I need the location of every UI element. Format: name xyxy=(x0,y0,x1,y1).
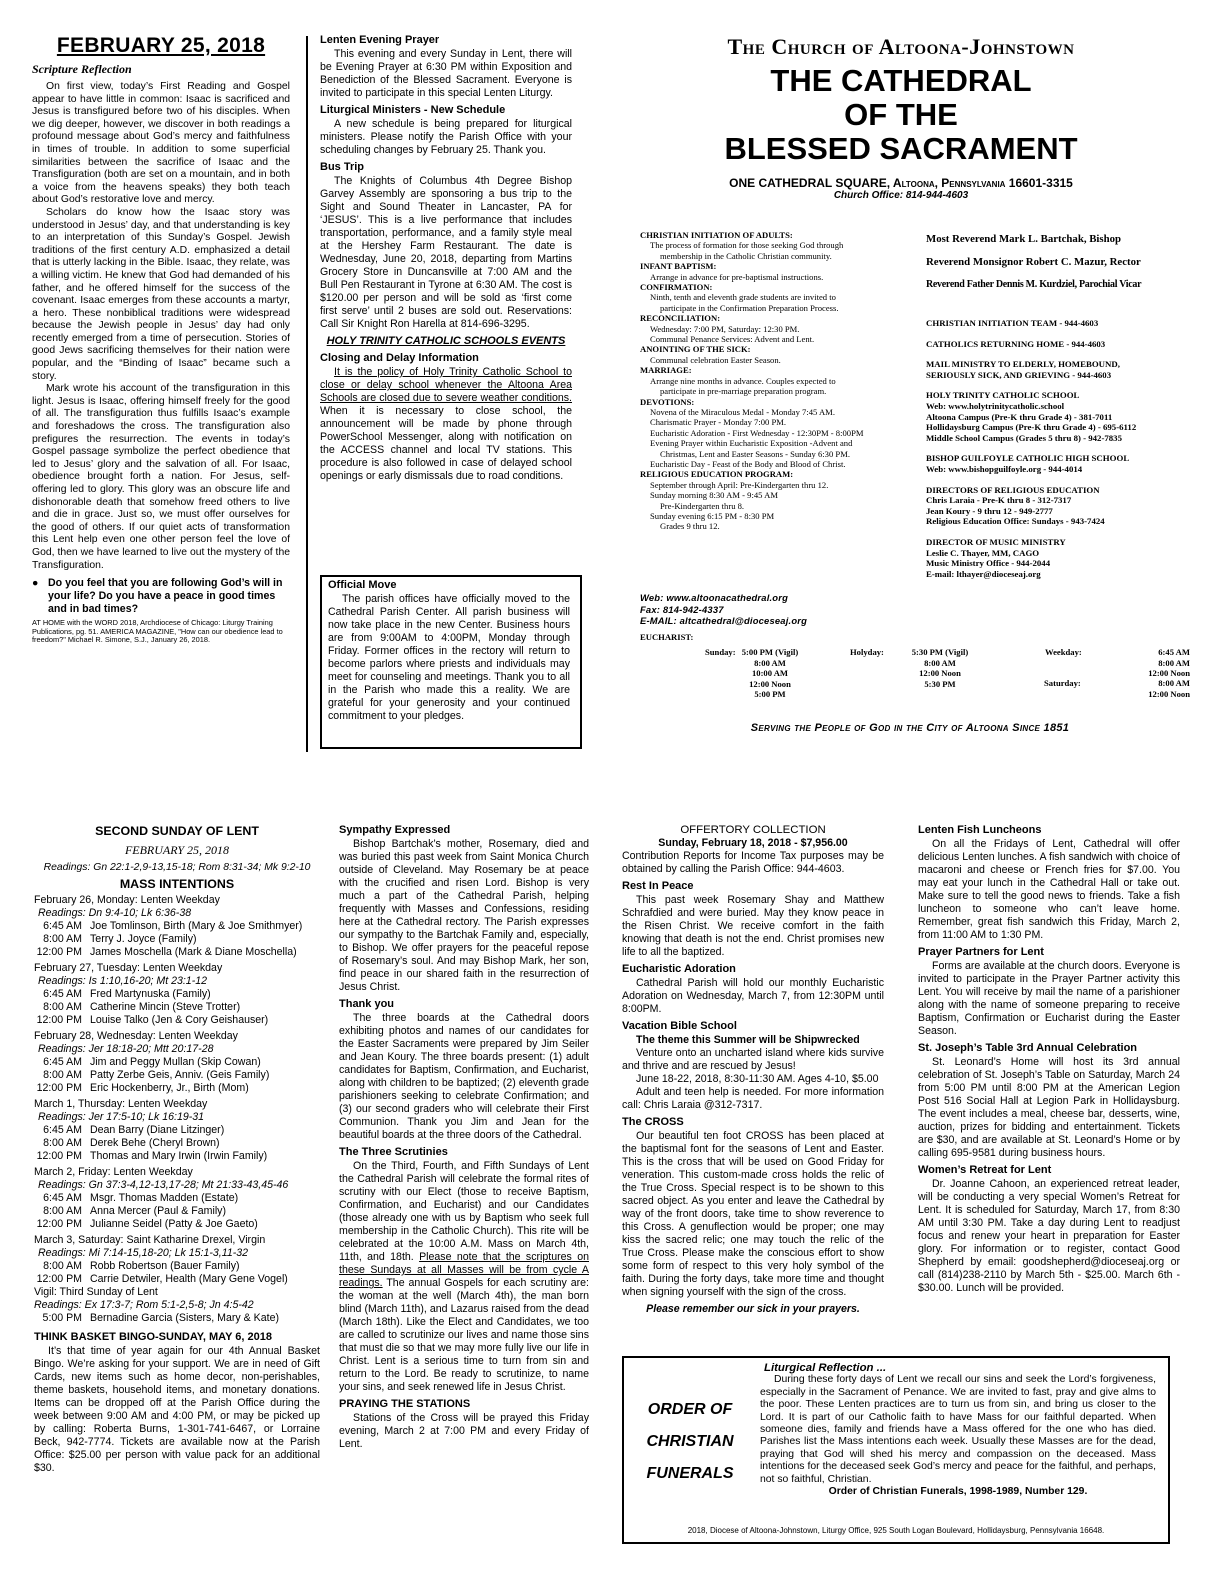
sacrament-heading: CHRISTIAN INITIATION OF ADULTS: xyxy=(640,230,793,240)
sacrament-detail: Ninth, tenth and eleventh grade students are invited to xyxy=(650,292,836,303)
fish-luncheon-text: On all the Fridays of Lent, Cathedral will offer delicious Lenten lunches. A fish sandwich with choice of macaroni and cheese or French fries for $7.00. You may eat your lunch in the Cathedral Hall or take out. Make sure to tell the good news to friends. Take a fish luncheon to someone who can’t leave home. Remember, great fish sandwich this Friday, March 2, from 11:00 AM to 1:30 PM. xyxy=(918,838,1180,941)
weekday-label: Weekday: xyxy=(1045,647,1082,658)
mass-intention: Julianne Seidel (Patty & Joe Gaeto) xyxy=(90,1218,258,1230)
mass-time: 6:45 AM xyxy=(43,988,82,1000)
mass-day xyxy=(34,1030,320,1095)
cross-title: The CROSS xyxy=(622,1116,684,1128)
contact-line: Altoona Campus (Pre-K thru Grade 4) - 381-7011 xyxy=(926,411,1113,422)
mass-time: 8:00 AM xyxy=(43,1260,82,1272)
contact-line: Web: www.holytrinitycatholic.school xyxy=(926,400,1065,411)
mass-time: 8:00 AM xyxy=(43,1137,82,1149)
sacrament-detail: Eucharistic Adoration - First Wednesday - 12:30PM - 8:00PM xyxy=(650,427,864,438)
contact-line: Middle School Campus (Grades 5 thru 8) - 942-7835 xyxy=(926,432,1122,443)
lenten-prayer-title: Lenten Evening Prayer xyxy=(320,34,440,46)
mass-line xyxy=(34,1124,320,1137)
mass-day-title: February 26, Monday: Lenten Weekday xyxy=(34,894,220,906)
parish-name-line1: THE CATHEDRAL xyxy=(770,63,1032,98)
thank-you-text: The three boards at the Cathedral doors exhibiting photos and names of our candidates for the Easter Sacraments were prepared by Jim Seiler and Jean Koury. The three boards present: (1) adult candidates for Baptism, Confirmation, and Eucharist, along with children to be baptized; (2) eleventh grade parishioners seeking to celebrate Confirmation; and (3) our second graders who will celebrate their First Communion. Thank you Jim and Jean for the beautiful boards at the three doors of the Cathedral. xyxy=(339,1012,589,1141)
sacrament-detail: Grades 9 thru 12. xyxy=(660,521,720,532)
scrutinies-note: Please note that the scriptures on these Sundays at all Masses will be from cycle A readings. xyxy=(339,1251,589,1289)
mass-day xyxy=(34,1234,320,1286)
mass-intention: Catherine Mincin (Steve Trotter) xyxy=(90,1001,241,1013)
mass-intention: Bernadine Garcia (Sisters, Mary & Kate) xyxy=(90,1312,279,1324)
mass-day-title: March 3, Saturday: Saint Katharine Drexel, Virgin xyxy=(34,1234,266,1246)
mass-line xyxy=(34,1205,320,1218)
contact-line: Jean Koury - 9 thru 12 - 949-2777 xyxy=(926,505,1053,516)
bulletin-date: FEBRUARY 25, 2018 xyxy=(56,34,266,57)
contact-group xyxy=(926,485,1196,527)
mass-intention: Msgr. Thomas Madden (Estate) xyxy=(90,1192,239,1204)
weekday-mass: 8:00 AM xyxy=(1158,657,1190,668)
official-move-text: The parish offices have officially moved to the Cathedral Parish Center. All parish business will now take place in the new Center. Business hours are from 9:00AM to 4:00PM, Monday through Friday. Former offices in the rectory will return to become parlors where priests and individuals may meet for counseling and meetings. Thank you to all in the Parish who made this a reality. We are grateful for your generosity and your continued commitment to your pledges. xyxy=(328,593,570,722)
column-divider xyxy=(306,36,308,752)
bingo-text: It’s that time of year again for our 4th Annual Basket Bingo. We’re asking for your support. We are in need of Gift Cards, new items such as home decor, non-perishables, theme baskets, household items, and monetary donations. Items can be dropped off at the Parish Office during the week between 9:00 AM and 4:00 PM, or may be picked up by calling: Roberta Burns, 1-301-741-6467, or Lorraine Beck, 942-7774. Tickets are available now at the Parish Office: $25.00 per person with value pack for an additional $30. xyxy=(34,1345,320,1474)
sunday-mass: 5:00 PM xyxy=(754,689,786,700)
ministry-contacts xyxy=(926,318,1196,589)
st-joseph-title: St. Joseph’s Table 3rd Annual Celebration xyxy=(918,1042,1138,1054)
mass-intention: Thomas and Mary Irwin (Irwin Family) xyxy=(90,1150,268,1162)
vbs-theme: The theme this Summer will be Shipwrecked xyxy=(636,1034,860,1046)
contact-line: Hollidaysburg Campus (Pre-K thru Grade 4) - 695-6112 xyxy=(926,422,1137,433)
sacrament-detail: Novena of the Miraculous Medal - Monday 7:45 AM. xyxy=(650,406,835,417)
offertory-title: OFFERTORY COLLECTION xyxy=(680,824,826,836)
bus-trip-text: The Knights of Columbus 4th Degree Bishop Garvey Assembly are sponsoring a bus trip to the Sight and Sound Theater in Lancaster, PA for ‘JESUS’. This is a live performance that includes transportation, performance, and a family style meal at the Hershey Farm Restaurant. The date is Wednesday, June 20, 2018, departing from Martins Grocery Store in Duncansville at 7:00 AM and the Bull Pen Restaurant in Tyrone at 6:30 AM. The cost is $120.00 per person and will be sold as ‘first come first serve’ until 2 buses are sold out. Reservations: Call Sir Knight Ron Harella at 814-696-3295. xyxy=(320,175,572,330)
mass-day-title: March 1, Thursday: Lenten Weekday xyxy=(34,1098,208,1110)
parish-address: ONE CATHEDRAL SQUARE, Altoona, Pennsylvania 16601-3315 xyxy=(729,176,1073,190)
mass-line xyxy=(34,1150,320,1163)
mass-time: 6:45 AM xyxy=(43,1192,82,1204)
retreat-text: Dr. Joanne Cahoon, an experienced retreat leader, will be conducting a very special Women’s Retreat for Lent. It is scheduled for Saturday, March 17, from 8:30 AM until 3:30 PM. Take a day during Lent to readjust focus and renew your heart in preparation for Easter glory. For information or to register, contact Good Shepherd by email: goodshepherd@dioceseaj.org or call (814)238-2110 by March 5th - $25.00. March 6th - $30.00. Lunch will be provided. xyxy=(918,1178,1180,1294)
sacrament-heading: DEVOTIONS: xyxy=(640,396,695,407)
mass-intention: Anna Mercer (Paul & Family) xyxy=(90,1205,226,1217)
reflection-question: Do you feel that you are following God’s will in your life? Do you have a peace in good times and in bad times? xyxy=(48,577,283,616)
mass-time: 8:00 AM xyxy=(43,933,82,945)
top-middle-column xyxy=(320,34,572,483)
mass-line xyxy=(34,1260,320,1273)
top-left-column xyxy=(32,34,290,645)
contact-line: Music Ministry Office - 944-2044 xyxy=(926,558,1051,569)
sacrament-detail: Arrange nine months in advance. Couples expected to xyxy=(650,375,836,386)
mass-intention: Dean Barry (Diane Litzinger) xyxy=(90,1124,225,1136)
sacrament-detail: participate in the Confirmation Preparation Process. xyxy=(660,302,839,313)
mass-time: 6:45 AM xyxy=(43,1056,82,1068)
contact-group xyxy=(926,453,1196,474)
thank-you-title: Thank you xyxy=(339,998,395,1010)
schools-events-title: HOLY TRINITY CATHOLIC SCHOOLS EVENTS xyxy=(326,335,566,347)
contact-group xyxy=(926,359,1196,380)
sacrament-heading: MARRIAGE: xyxy=(640,365,692,376)
mass-line xyxy=(34,1001,320,1014)
contact-line: Leslie C. Thayer, MM, CAGO xyxy=(926,547,1040,558)
mass-day-title: February 27, Tuesday: Lenten Weekday xyxy=(34,962,223,974)
sacrament-detail: Pre-Kindergarten thru 8. xyxy=(660,500,745,511)
contact-line: Religious Education Office: Sundays - 943-7424 xyxy=(926,516,1105,527)
vbs-text: Venture onto an uncharted island where kids survive and thrive and are rescued by Jesus! xyxy=(622,1047,884,1072)
reflection-paragraph: Scholars do know how the Isaac story was understood in Jesus’ day, and that understanding is key to an interpretation of this Sunday’s Gospel. Jewish traditions of the first century A.D. emphasized a detail that is utterly lacking in the Bible. Isaac, they relate, was a willing victim. He knew that God had demanded of his father, and he offered himself for the success of the covenant. Isaac emerges from these accounts a martyr, a hero. These nonbiblical traditions were widespread because the Jewish people in Jesus’ day had only recently emerged from a time of persecution. Stories of good Jews sacrificing themselves for their nation were popular, and the “Binding of Isaac” became such a story. xyxy=(32,206,290,382)
ministers-title: Liturgical Ministers - New Schedule xyxy=(320,104,506,116)
scrutinies-title: The Three Scrutinies xyxy=(339,1146,448,1158)
contact-group xyxy=(926,339,1196,350)
saturday-mass: 8:00 AM xyxy=(1158,678,1190,689)
retreat-title: Women’s Retreat for Lent xyxy=(918,1164,1052,1176)
mass-day xyxy=(34,1098,320,1163)
vigil-title: Vigil: Third Sunday of Lent xyxy=(34,1286,158,1298)
sacrament-detail: Sunday morning 8:30 AM - 9:45 AM xyxy=(650,490,778,501)
sunday-label: Sunday: xyxy=(705,647,736,658)
prayer-partners-text: Forms are available at the church doors. Everyone is invited to participate in the Prayer Partner activity this Lent. You will receive by mail the name of a parishioner along with the name of someone preparing to receive Baptism, Confirmation or Eucharist during the Easter Season. xyxy=(918,960,1180,1037)
sunday-title: SECOND SUNDAY OF LENT xyxy=(95,824,259,838)
st-joseph-text: St. Leonard’s Home will host its 3rd annual celebration of St. Joseph’s Table on Saturday, March 24 from 5:00 PM until 8:00 PM at the American Legion Post 516 Social Hall at Legion Park in Hollidaysburg. The event includes a meal, cheese bar, desserts, wine, auction, prizes for bidding and entertainment. Tickets are $30, and are available at St. Leonard’s Home or by calling 695-9581 during business hours. xyxy=(918,1056,1180,1159)
sunday-mass: 8:00 AM xyxy=(754,657,786,668)
sacrament-heading: INFANT BAPTISM: xyxy=(640,261,717,272)
stations-title: PRAYING THE STATIONS xyxy=(339,1398,471,1410)
reflection-paragraph: On first view, today’s First Reading and Gospel appear to have little in common: Isaac is sacrificed and Jesus is transfigured before two of his disciples. When we dig deeper, however, we discover in both readings a profound message about God’s mercy and faithfulness in times of trouble. In addition to some superficial similarities between the sacrifice of Isaac and the Transfiguration (both are set on a mountain, and in both a voice from the heavens speaks) they both teach about God’s restorative love and mercy. xyxy=(32,81,290,206)
contact-group xyxy=(926,537,1196,579)
sacrament-detail: membership in the Catholic Christian community. xyxy=(660,250,832,261)
mass-day-title: March 2, Friday: Lenten Weekday xyxy=(34,1166,193,1178)
bottom-right-column-a xyxy=(622,824,884,1316)
sunday-mass: 12:00 Noon xyxy=(749,678,791,689)
mass-line xyxy=(34,920,320,933)
mass-intention: Carrie Detwiler, Health (Mary Gene Vogel) xyxy=(90,1273,288,1285)
mass-time: 12:00 PM xyxy=(36,1150,82,1162)
holyday-mass: 5:30 PM (Vigil) xyxy=(911,647,969,658)
mass-day-readings: Readings: Jer 18:18-20; Mtt 20:17-28 xyxy=(38,1043,214,1055)
ministers-text: A new schedule is being prepared for liturgical ministers. Please notify the Parish Office with your scheduling changes by February 25. Thank you. xyxy=(320,118,572,156)
bishop: Most Reverend Mark L. Bartchak, Bishop xyxy=(926,233,1122,245)
sacrament-detail: participate in pre-marriage preparation program. xyxy=(660,386,827,397)
mass-time: 6:45 AM xyxy=(43,920,82,932)
sunday-readings: Readings: Gn 22:1-2,9-13,15-18; Rom 8:31-34; Mk 9:2-10 xyxy=(43,862,311,873)
mass-time: 12:00 PM xyxy=(36,1273,82,1285)
holyday-mass: 5:30 PM xyxy=(924,678,956,689)
mass-intention: Terry J. Joyce (Family) xyxy=(90,933,197,945)
reflection-footer: 2018, Diocese of Altoona-Johnstown, Liturgy Office, 925 South Logan Boulevard, Hollidaysburg, Pennsylvania 16648. xyxy=(687,1526,1105,1535)
eucharist-schedule xyxy=(640,632,1200,707)
holyday-label: Holyday: xyxy=(850,647,884,658)
funerals-line1: ORDER OF xyxy=(647,1401,733,1418)
rest-in-peace-title: Rest In Peace xyxy=(622,880,694,892)
masthead xyxy=(606,34,1196,201)
mass-day xyxy=(34,1166,320,1231)
mass-time: 5:00 PM xyxy=(42,1312,82,1324)
clergy-list xyxy=(926,234,1196,291)
sacrament-detail: Charismatic Prayer - Monday 7:00 PM. xyxy=(650,417,787,428)
sacrament-heading: ANOINTING OF THE SICK: xyxy=(640,344,751,355)
mass-intention: Eric Hockenberry, Jr., Birth (Mom) xyxy=(90,1082,249,1094)
sunday-date: FEBRUARY 25, 2018 xyxy=(124,843,230,857)
holyday-mass: 12:00 Noon xyxy=(919,668,961,679)
mass-day xyxy=(34,894,320,959)
scrutinies-text: On the Third, Fourth, and Fifth Sundays of Lent the Cathedral Parish will celebrate the formal rites of scrutiny with our Elect (those to receive Baptism, Confirmation, and Eucharist) and our Candidates (those already one with us by Baptism who seek full membership in the Catholic Church). This rite will be celebrated at the 10:00 A.M. Mass on March 4th, 11th, and 18th. xyxy=(339,1160,589,1263)
mass-line xyxy=(34,1056,320,1069)
bus-trip-title: Bus Trip xyxy=(320,161,365,173)
contact-group xyxy=(926,318,1196,329)
mass-line xyxy=(34,1082,320,1095)
saturday-mass: 12:00 Noon xyxy=(1148,688,1190,699)
holyday-mass: 8:00 AM xyxy=(924,657,956,668)
cross-text: Our beautiful ten foot CROSS has been placed at the baptismal font for the seasons of Lent and Easter. This is the cross that will be used on Good Friday for veneration. This custom-made cross holds the relic of the True Cross. Special respect is to be shown to this sacred object. As you enter and leave the Cathedral by way of the front doors, take time to show reverence to this Cross. A genuflection would be proper; one may kiss the sacred relic; one may touch the relic of the True Cross. Please make the conscious effort to show some form of respect to this very holy symbol of the faith. During the forty days, take more time and thought when signing yourself with the sign of the cross. xyxy=(622,1130,884,1298)
closing-title: Closing and Delay Information xyxy=(320,352,479,364)
vigil-readings: Readings: Ex 17:3-7; Rom 5:1-2,5-8; Jn 4:5-42 xyxy=(34,1299,254,1311)
sacrament-detail: Communal Penance Services: Advent and Lent. xyxy=(650,334,815,345)
prayer-partners-title: Prayer Partners for Lent xyxy=(918,946,1044,958)
reflection-text: During these forty days of Lent we recall our sins and seek the Lord’s forgiveness, especially in the Sacrament of Penance. We are invited to fast, pray and give alms to the poor. These Lenten practices are to turn us from sin, and bring us closer to the Lord. It is part of our Catholic faith to have Mass for our faithful departed. When someone dies, family and friends have a Mass offered for the one who has died. Parishes list the Mass intentions each week. Usually these Masses are for the dead, praying that God will shed his mercy and compassion on the deceased. Mass intentions for the deceased seek God’s mercy and peace for the faithful, and perhaps, not so faithful, Christian. xyxy=(760,1374,1156,1485)
lenten-prayer-text: This evening and every Sunday in Lent, there will be Evening Prayer at 6:30 PM within Exposition and Benediction of the Blessed Sacrament. Everyone is invited to participate in this special Lenten Liturgy. xyxy=(320,48,572,99)
diocese-name: The Church of Altoona-Johnstown xyxy=(727,34,1075,59)
mass-time: 8:00 AM xyxy=(43,1069,82,1081)
reflection-citation: AT HOME with the WORD 2018, Archdiocese of Chicago: Liturgy Training Publications, pg. 51. AMERICA MAGAZINE, "How can our obedience lead to freedom?" Michael R. Simone, S.J., January 26, 2018. xyxy=(32,618,283,645)
bottom-left-column xyxy=(34,824,320,1475)
vbs-contact: Adult and teen help is needed. For more information call: Chris Laraia @312-7317. xyxy=(622,1086,884,1111)
mass-day-title: February 28, Wednesday: Lenten Weekday xyxy=(34,1030,238,1042)
mass-day-readings: Readings: Is 1:10,16-20; Mt 23:1-12 xyxy=(38,975,208,987)
parish-name-line3: BLESSED SACRAMENT xyxy=(724,131,1078,166)
adoration-text: Cathedral Parish will hold our monthly Eucharistic Adoration on Wednesday, March 7, from 12:30PM until 8:00PM. xyxy=(622,977,884,1015)
mass-day-readings: Readings: Mi 7:14-15,18-20; Lk 15:1-3,11-32 xyxy=(38,1247,249,1259)
bottom-right-column-b xyxy=(918,824,1180,1295)
mass-time: 8:00 AM xyxy=(43,1001,82,1013)
fax-number: Fax: 814-942-4337 xyxy=(640,603,724,615)
closing-text: When it is necessary to close school, the announcement will be made by phone through PowerSchool Messenger, along with notification on the ACCESS channel and local TV stations. This procedure is also followed in case of delayed school openings or early dismissals due to road conditions. xyxy=(320,405,572,482)
contact-line: MAIL MINISTRY TO ELDERLY, HOMEBOUND, xyxy=(926,359,1120,370)
vbs-title: Vacation Bible School xyxy=(622,1020,737,1032)
sacrament-detail: Sunday evening 6:15 PM - 8:30 PM xyxy=(650,510,775,521)
mass-intention: Derek Behe (Cheryl Brown) xyxy=(90,1137,220,1149)
parochial-vicar: Reverend Father Dennis M. Kurdziel, Parochial Vicar xyxy=(926,279,1142,290)
mass-intention: Patty Zerbe Geis, Anniv. (Geis Family) xyxy=(90,1069,270,1081)
parish-name-line2: OF THE xyxy=(844,97,958,132)
funerals-line2: CHRISTIAN xyxy=(646,1433,734,1450)
offertory-amount: Sunday, February 18, 2018 - $7,956.00 xyxy=(658,837,848,849)
mass-day-readings: Readings: Dn 9:4-10; Lk 6:36-38 xyxy=(38,907,192,919)
sacrament-detail: Eucharistic Day - Feast of the Body and Blood of Christ. xyxy=(650,458,846,469)
sympathy-title: Sympathy Expressed xyxy=(339,824,451,836)
serving-tagline: Serving the People of God in the City of Altoona Since 1851 xyxy=(750,722,1070,734)
weekday-mass: 12:00 Noon xyxy=(1148,668,1190,679)
reflection-paragraph: Mark wrote his account of the transfiguration in this light. Jesus is Isaac, offering himself freely for the good of all. The transfiguration thus fulfills Isaac’s example and foreshadows the cross. The transfiguration also prefigures the resurrection. The events in today’s Gospel passage symbolize the perfect obedience that led to Jesus’ glory and the salvation of all. For Isaac, obedience brought forth a nation. For Jesus, self-offering led to glory. This glory was an obscure life and dishonorable death that somehow freed others to live and die in grace. Just so, we must offer ourselves for the good of others. If our quiet acts of transformation this Lent help even one other person feel the love of God, then we have learned to live out the mystery of the Transfiguration. xyxy=(32,383,290,571)
mass-line xyxy=(34,1014,320,1027)
contribution-reports-text: Contribution Reports for Income Tax purposes may be obtained by calling the Parish Office: 944-4603. xyxy=(622,850,884,875)
mass-intention: Louise Talko (Jen & Cory Geishauser) xyxy=(90,1014,269,1026)
church-office-phone: Church Office: 814-944-4603 xyxy=(833,190,969,201)
contact-line: CATHOLICS RETURNING HOME - 944-4603 xyxy=(926,338,1106,349)
mass-day-readings: Readings: Gn 37:3-4,12-13,17-28; Mt 21:33-43,45-46 xyxy=(38,1179,289,1191)
contact-line: DIRECTORS OF RELIGIOUS EDUCATION xyxy=(926,484,1100,495)
mass-intentions-title: MASS INTENTIONS xyxy=(119,877,235,891)
adoration-title: Eucharistic Adoration xyxy=(622,963,736,975)
mass-intentions-list xyxy=(34,894,320,1286)
sacrament-detail: September through April: Pre-Kindergarten thru 12. xyxy=(650,479,829,490)
mass-line xyxy=(34,1069,320,1082)
mass-intention: Robb Robertson (Bauer Family) xyxy=(90,1260,240,1272)
mass-intention: Joe Tomlinson, Birth (Mary & Joe Smithmyer) xyxy=(90,920,303,932)
mass-time: 8:00 AM xyxy=(43,1205,82,1217)
bingo-title: THINK BASKET BINGO-SUNDAY, MAY 6, 2018 xyxy=(34,1331,272,1343)
closing-policy-text: It is the policy of Holy Trinity Catholic School to close or delay school whenever the Altoona Area Schools are closed due to severe weather conditions. xyxy=(320,366,572,404)
sacrament-heading: CONFIRMATION: xyxy=(640,282,713,293)
sacrament-heading: RECONCILIATION: xyxy=(640,313,721,324)
sacraments-directory xyxy=(640,230,922,532)
mass-time: 12:00 PM xyxy=(36,1014,82,1026)
mass-line xyxy=(34,1192,320,1205)
contact-group xyxy=(926,390,1196,443)
mass-day-readings: Readings: Jer 17:5-10; Lk 16:19-31 xyxy=(38,1111,205,1123)
mass-intention: Jim and Peggy Mullan (Skip Cowan) xyxy=(90,1056,261,1068)
official-move-title: Official Move xyxy=(328,579,397,591)
reflection-source: Order of Christian Funerals, 1998-1989, Number 129. xyxy=(828,1486,1088,1498)
official-move-box xyxy=(320,575,582,749)
funerals-line3: FUNERALS xyxy=(646,1465,734,1482)
mass-intention: Fred Martynuska (Family) xyxy=(90,988,211,1000)
vbs-dates: June 18-22, 2018, 8:30-11:30 AM. Ages 4-10, $5.00 xyxy=(636,1073,879,1085)
weekday-mass: 6:45 AM xyxy=(1158,647,1190,658)
contact-line: CHRISTIAN INITIATION TEAM - 944-4603 xyxy=(926,318,1099,328)
sympathy-text: Bishop Bartchak’s mother, Rosemary, died and was buried this past week from Saint Monica Church outside of Cleveland. May Rosemary be at peace with the crucified and risen Lord. Bishop is very much a part of the Cathedral Parish, helping frequently with Masses and Confessions, residing here at the Cathedral rectory. The Parish expresses our sympathy to the Bartchak Family and, especially, to Bishop. We offer prayers for the peaceful repose of Rosemary’s soul. And may Bishop Mark, her son, find peace in our shared faith in the resurrection of Jesus Christ. xyxy=(339,838,589,993)
mass-line xyxy=(34,1218,320,1231)
stations-text: Stations of the Cross will be prayed this Friday evening, March 2 at 7:00 PM and every Friday of Lent. xyxy=(339,1412,589,1450)
mass-time: 12:00 PM xyxy=(36,1218,82,1230)
email-address[interactable]: E-MAIL: altcathedral@dioceseaj.org xyxy=(640,615,808,627)
mass-line xyxy=(34,1137,320,1150)
contact-line: E-mail: lthayer@dioceseaj.org xyxy=(926,568,1041,579)
eucharist-label: EUCHARIST: xyxy=(640,632,694,642)
sacrament-detail: The process of formation for those seeking God through xyxy=(650,240,844,251)
mass-line xyxy=(34,1273,320,1286)
mass-time: 12:00 PM xyxy=(36,946,82,958)
funerals-label xyxy=(630,1394,750,1490)
scrutinies-text-2: The annual Gospels for each scrutiny are: the woman at the well (March 4th), the man born blind (March 11th), and Lazarus raised from the dead (March 18th). Like the Elect and Candidates, we too are called to scrutinize our lives and name those sins that must die so that we may more fully live our life in Christ. Lent is a serious time to turn from sin and return to the Lord. Be ready to scrutinize, to name your sins, and seek renewed life in Jesus Christ. xyxy=(339,1277,589,1393)
sacrament-detail: Evening Prayer within Eucharistic Exposition -Advent and xyxy=(650,438,853,449)
contact-line: HOLY TRINITY CATHOLIC SCHOOL xyxy=(926,390,1080,401)
scripture-reflection-title: Scripture Reflection xyxy=(32,62,132,76)
sick-prayer-note: Please remember our sick in your prayers. xyxy=(646,1303,860,1315)
sacrament-detail: Wednesday: 7:00 PM, Saturday: 12:30 PM. xyxy=(650,323,800,334)
bottom-middle-column xyxy=(339,824,589,1451)
mass-line xyxy=(34,946,320,959)
mass-time: 6:45 AM xyxy=(43,1124,82,1136)
rector: Reverend Monsignor Robert C. Mazur, Rector xyxy=(926,255,1141,268)
sacrament-detail: Communal celebration Easter Season. xyxy=(650,354,781,365)
rest-in-peace-text: This past week Rosemary Shay and Matthew Schrafdied and were buried. May they know peace in the Risen Christ. We receive comfort in the faith knowing that death is not the end. Christ promises new life to all the baptized. xyxy=(622,894,884,958)
sacrament-detail: Christmas, Lent and Easter Seasons - Sunday 6:30 PM. xyxy=(660,448,850,459)
mass-day xyxy=(34,962,320,1027)
contact-info xyxy=(640,592,920,627)
sacrament-heading: RELIGIOUS EDUCATION PROGRAM: xyxy=(640,469,794,480)
web-address[interactable]: Web: www.altoonacathedral.org xyxy=(640,592,789,603)
contact-line: Web: www.bishopguilfoyle.org - 944-4014 xyxy=(926,463,1083,474)
mass-line xyxy=(34,933,320,946)
contact-line: Chris Laraia - Pre-K thru 8 - 312-7317 xyxy=(926,495,1072,506)
contact-line: SERIOUSLY SICK, AND GRIEVING - 944-4603 xyxy=(926,369,1112,380)
sacrament-detail: Arrange in advance for pre-baptismal instructions. xyxy=(650,271,824,282)
bullet-icon: ● xyxy=(32,577,39,590)
contact-line: BISHOP GUILFOYLE CATHOLIC HIGH SCHOOL xyxy=(926,453,1130,464)
fish-luncheon-title: Lenten Fish Luncheons xyxy=(918,824,1042,836)
sunday-mass: 5:00 PM (Vigil) xyxy=(741,647,799,658)
mass-intention: James Moschella (Mark & Diane Moschella) xyxy=(90,946,297,958)
sunday-mass: 10:00 AM xyxy=(751,668,789,679)
liturgical-reflection-box xyxy=(622,1356,1170,1544)
saturday-label: Saturday: xyxy=(1044,678,1081,689)
mass-line xyxy=(34,988,320,1001)
reflection-title: Liturgical Reflection ... xyxy=(764,1362,887,1374)
mass-time: 12:00 PM xyxy=(36,1082,82,1094)
contact-line: DIRECTOR OF MUSIC MINISTRY xyxy=(926,536,1066,547)
